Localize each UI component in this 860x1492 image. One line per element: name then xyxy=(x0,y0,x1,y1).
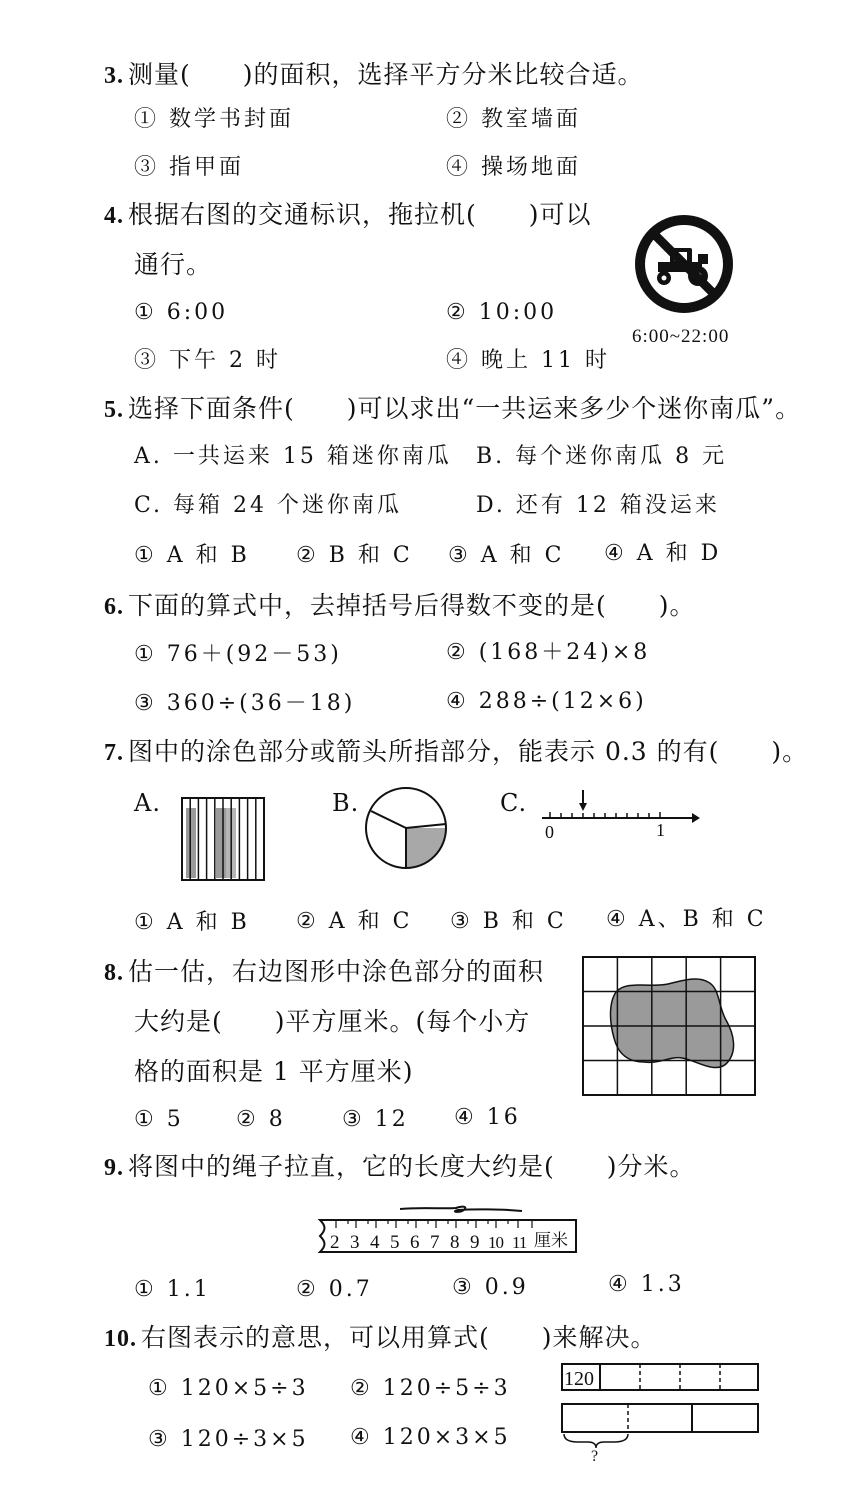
option-9-3[interactable]: ③ 0.9 xyxy=(452,1275,529,1300)
question-3-stem: 3. 测量( )的面积，选择平方分米比较合适。 xyxy=(104,60,644,89)
number-line-label-1: 1 xyxy=(656,820,665,840)
figure-8-grid-shape xyxy=(580,954,758,1098)
option-9-4[interactable]: ④ 1.3 xyxy=(608,1272,685,1297)
option-3-3[interactable]: ③ 指甲面 xyxy=(134,155,244,180)
question-9-stem: 9. 将图中的绳子拉直，它的长度大约是( )分米。 xyxy=(104,1152,696,1181)
ruler-label: 2 xyxy=(330,1232,340,1253)
question-8-stem: 8. 估一估，右边图形中涂色部分的面积 xyxy=(104,957,545,986)
option-8-1[interactable]: ① 5 xyxy=(134,1107,184,1132)
option-4-2[interactable]: ② 10:00 xyxy=(446,300,558,325)
option-7-1[interactable]: ① A 和 B xyxy=(134,910,250,935)
option-9-1[interactable]: ① 1.1 xyxy=(134,1277,211,1302)
option-8-3[interactable]: ③ 12 xyxy=(342,1107,409,1132)
option-5-1[interactable]: ① A 和 B xyxy=(134,543,250,568)
figure-c-number-line xyxy=(534,786,700,842)
no-tractor-sign-icon xyxy=(628,208,740,320)
condition-b: B. 每个迷你南瓜 8 元 xyxy=(476,444,728,469)
option-3-4[interactable]: ④ 操场地面 xyxy=(446,155,581,180)
ruler-label: 8 xyxy=(450,1232,460,1253)
option-10-3[interactable]: ③ 120÷3×5 xyxy=(148,1427,309,1452)
ruler-label: 7 xyxy=(430,1232,440,1253)
figure-b-label: B. xyxy=(332,789,360,817)
ruler-label: 4 xyxy=(370,1232,380,1253)
option-7-2[interactable]: ② A 和 C xyxy=(296,909,413,934)
option-4-3[interactable]: ③ 下午 2 时 xyxy=(134,348,281,373)
option-10-4[interactable]: ④ 120×3×5 xyxy=(350,1425,511,1450)
ruler-label: 3 xyxy=(350,1232,360,1253)
question-4-stem-line2: 通行。 xyxy=(134,250,213,279)
figure-a-label: A. xyxy=(134,789,161,817)
number-line-label-0: 0 xyxy=(545,822,554,842)
ruler-label: 5 xyxy=(390,1232,400,1253)
option-3-2[interactable]: ② 教室墙面 xyxy=(446,107,581,132)
figure-a-striped-rectangle xyxy=(180,794,270,882)
ruler-unit: 厘米 xyxy=(534,1231,568,1250)
option-6-4[interactable]: ④ 288÷(12×6) xyxy=(446,689,647,714)
option-7-3[interactable]: ③ B 和 C xyxy=(450,909,567,934)
option-3-1[interactable]: ① 数学书封面 xyxy=(134,107,294,132)
option-9-2[interactable]: ② 0.7 xyxy=(296,1277,373,1302)
condition-d: D. 还有 12 箱没运来 xyxy=(476,493,720,518)
condition-a: A. 一共运来 15 箱迷你南瓜 xyxy=(134,444,452,469)
option-4-4[interactable]: ④ 晚上 11 时 xyxy=(446,348,610,373)
question-10-stem: 10. 右图表示的意思，可以用算式( )来解决。 xyxy=(104,1323,657,1352)
option-4-1[interactable]: ① 6:00 xyxy=(134,300,229,325)
ruler-label: 11 xyxy=(512,1233,527,1252)
brace-question-mark: ? xyxy=(591,1448,599,1464)
sign-caption: 6:00~22:00 xyxy=(632,326,730,347)
option-10-2[interactable]: ② 120÷5÷3 xyxy=(350,1376,511,1401)
bar-label-120: 120 xyxy=(564,1368,594,1390)
ruler-label: 6 xyxy=(410,1232,420,1253)
option-8-2[interactable]: ② 8 xyxy=(236,1107,286,1132)
option-5-4[interactable]: ④ A 和 D xyxy=(604,541,722,566)
figure-9-ruler-rope xyxy=(312,1200,578,1256)
question-5-stem: 5. 选择下面条件( )可以求出“一共运来多少个迷你南瓜”。 xyxy=(104,394,802,423)
option-6-2[interactable]: ② (168＋24)×8 xyxy=(446,640,651,665)
option-5-3[interactable]: ③ A 和 C xyxy=(448,543,565,568)
question-7-stem: 7. 图中的涂色部分或箭头所指部分，能表示 0.3 的有( )。 xyxy=(104,737,809,766)
question-4-stem: 4. 根据右图的交通标识，拖拉机( )可以 xyxy=(104,200,592,229)
question-6-stem: 6. 下面的算式中，去掉括号后得数不变的是( )。 xyxy=(104,591,696,620)
question-8-stem-line2: 大约是( )平方厘米。(每个小方 xyxy=(134,1007,531,1036)
option-5-2[interactable]: ② B 和 C xyxy=(296,543,413,568)
question-8-stem-line3: 格的面积是 1 平方厘米) xyxy=(134,1057,414,1086)
option-10-1[interactable]: ① 120×5÷3 xyxy=(148,1376,309,1401)
figure-10-bar-model xyxy=(558,1360,764,1464)
option-6-3[interactable]: ③ 360÷(36－18) xyxy=(134,691,356,716)
option-6-1[interactable]: ① 76＋(92－53) xyxy=(134,642,342,667)
figure-b-circle-divided xyxy=(360,782,452,874)
figure-c-label: C. xyxy=(500,789,528,817)
option-7-4[interactable]: ④ A、B 和 C xyxy=(606,907,767,932)
ruler-label: 9 xyxy=(470,1232,480,1253)
option-8-4[interactable]: ④ 16 xyxy=(454,1105,521,1130)
condition-c: C. 每箱 24 个迷你南瓜 xyxy=(134,493,403,518)
ruler-label: 10 xyxy=(488,1233,503,1252)
